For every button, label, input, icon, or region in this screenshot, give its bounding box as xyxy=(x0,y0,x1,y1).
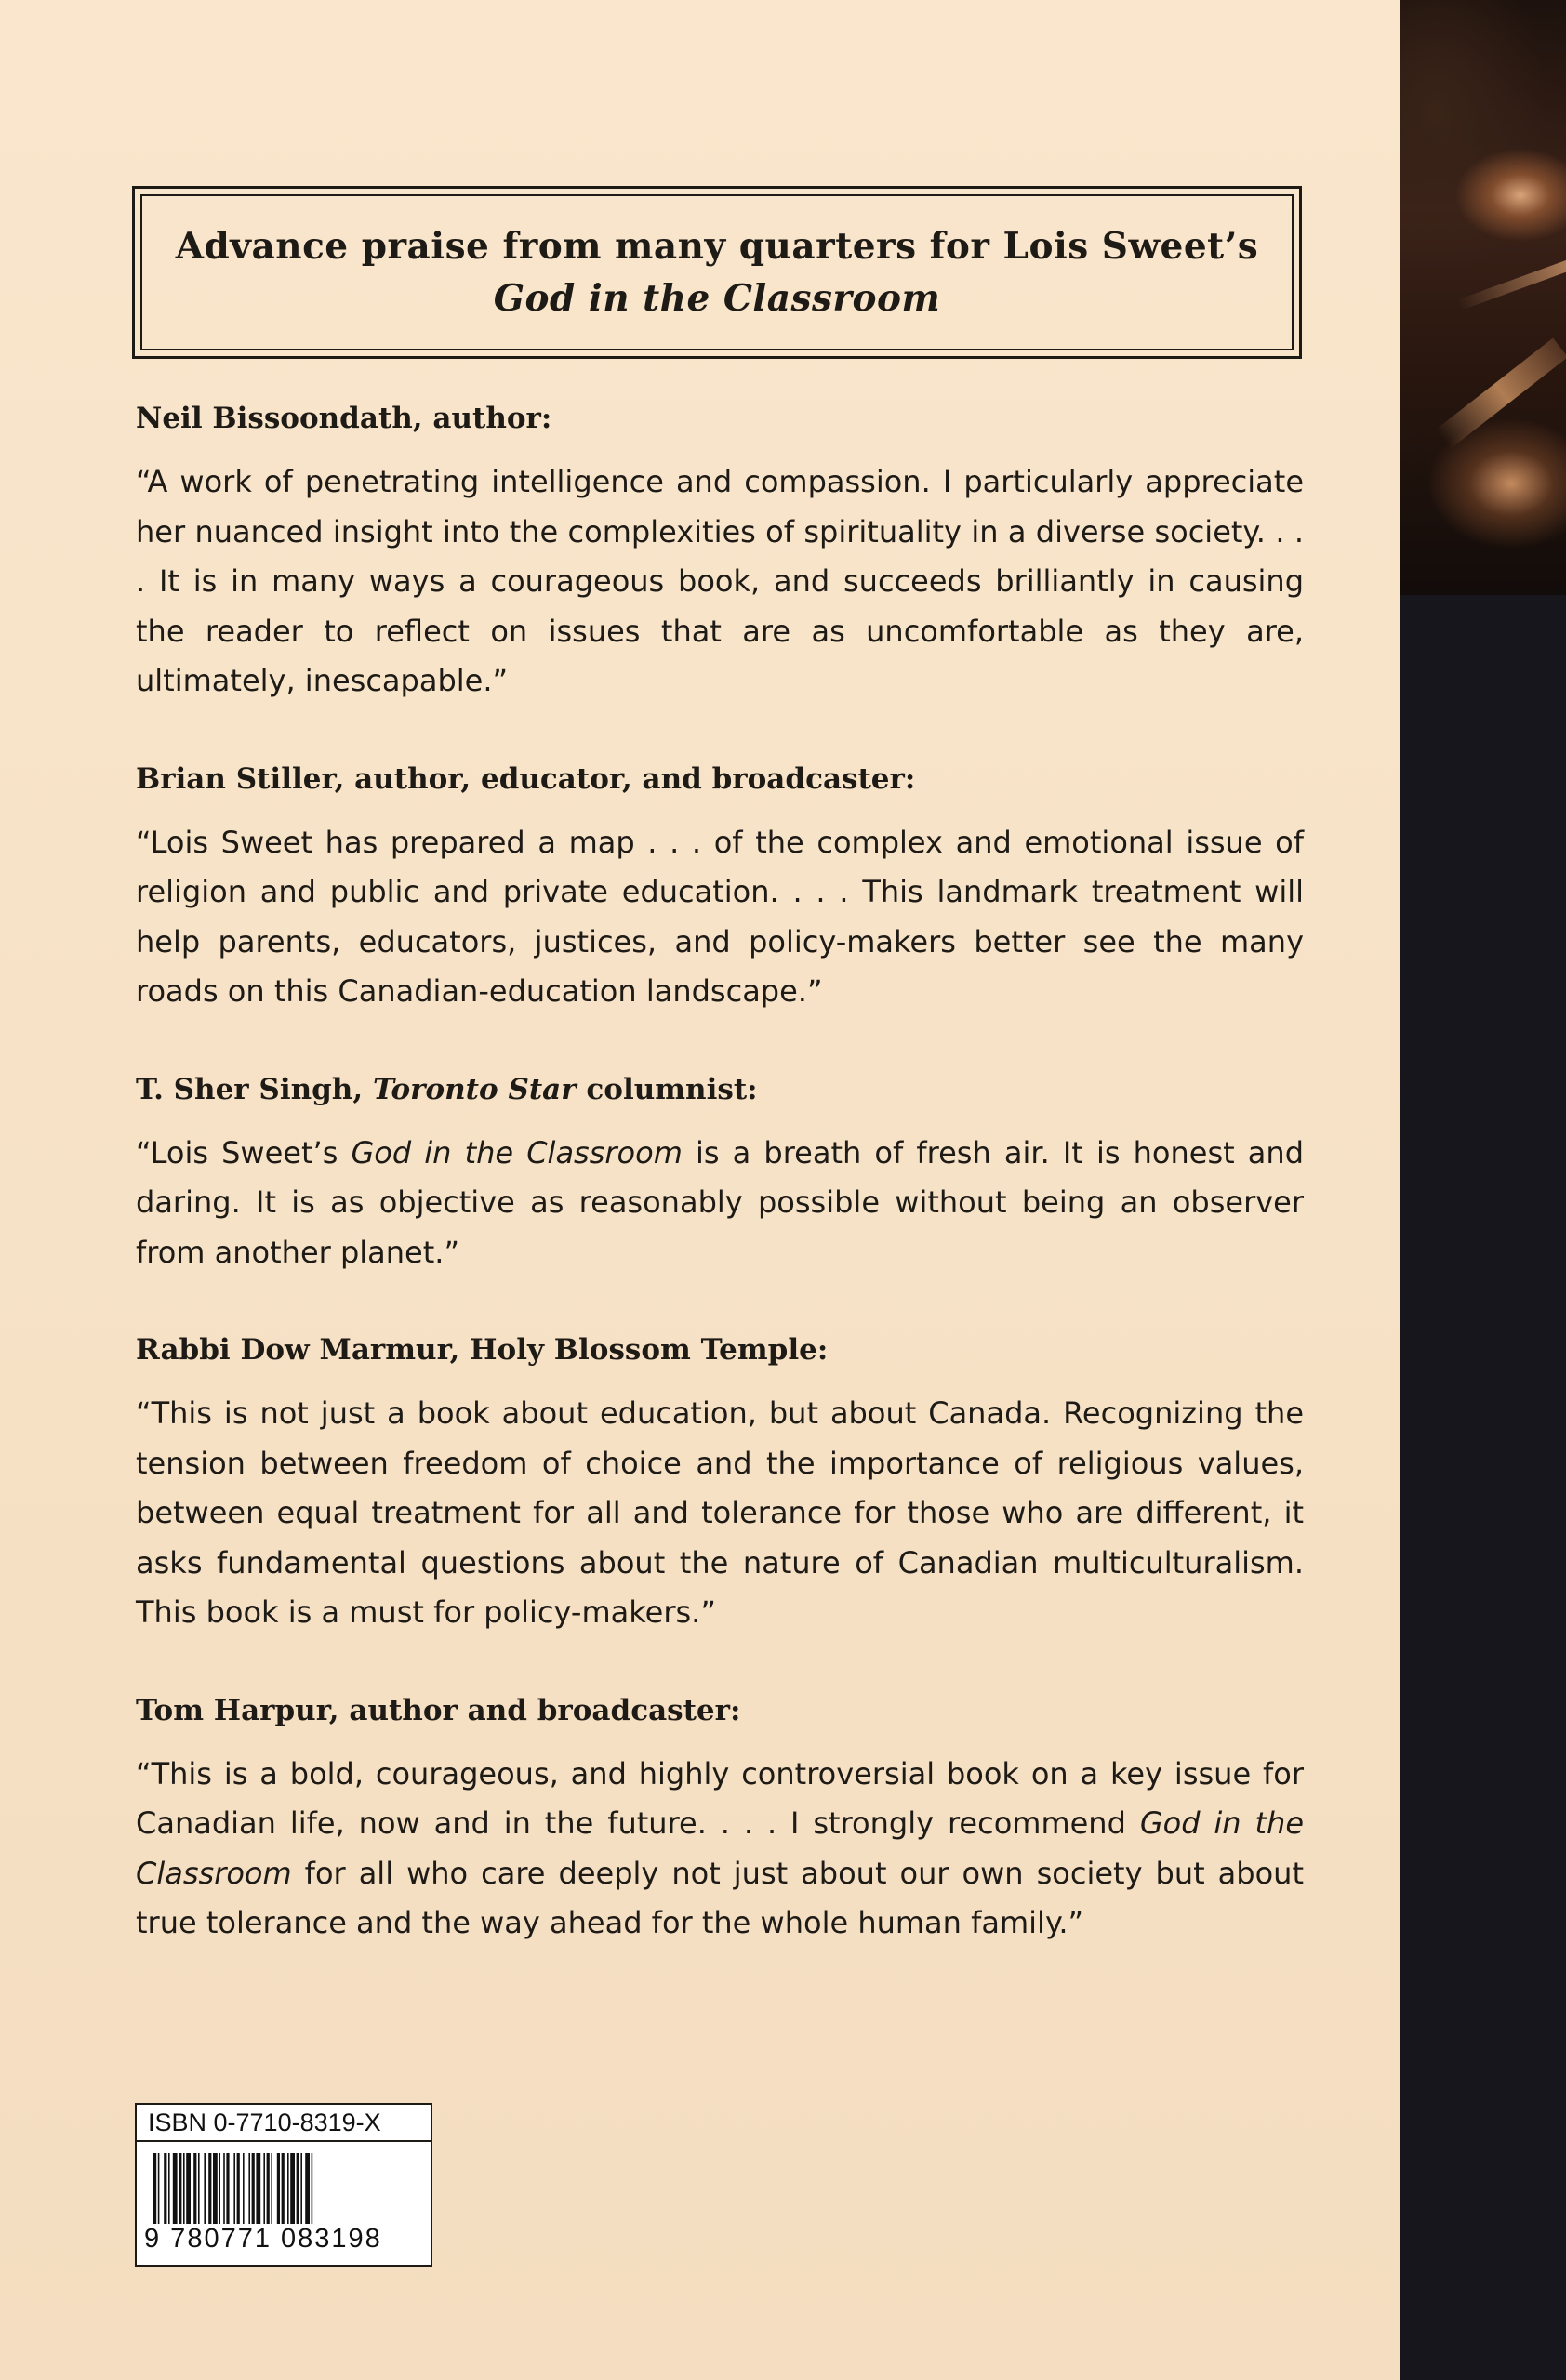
newspaper-name: Toronto Star xyxy=(372,1072,577,1106)
quote xyxy=(136,1750,1304,1949)
barcode-bar xyxy=(173,2153,178,2228)
barcode-bar xyxy=(233,2153,235,2228)
quote: “Lois Sweet has prepared a map . . . of the complex and emotional issue of religion and public and private education. . . . This landmark treatment will help parents, educators, justices, and policy-makers better see the many roads on this Canadian-education landscape.” xyxy=(136,824,1304,1009)
attribution-role: columnist: xyxy=(576,1072,758,1106)
attribution: Brian Stiller, author, educator, and broadcaster: xyxy=(136,761,916,796)
praise-entry xyxy=(136,1331,1304,1638)
barcode-bar xyxy=(248,2153,250,2228)
quote xyxy=(136,1129,1304,1278)
praise-header-line-1: Advance praise from many quarters for Lois Sweet’s xyxy=(175,225,1259,268)
quote: “A work of penetrating intelligence and compassion. I particularly appreciate her nuanced insight into the complexities of spirituality in a diverse society. . . . It is in many ways a courageous book, and succeeds brilliantly in causing the reader to reflect on issues that are as uncomfortable as they are, ultimately, inescapable.” xyxy=(136,464,1304,698)
praise-header-box xyxy=(132,186,1302,359)
attribution-name: T. Sher Singh, xyxy=(136,1072,373,1106)
praise-entry xyxy=(136,1071,1304,1278)
attribution xyxy=(136,1071,1304,1108)
quote-text-start: “Lois Sweet’s xyxy=(136,1134,352,1170)
barcode-bar xyxy=(237,2153,240,2228)
spine-photo xyxy=(1400,0,1566,595)
quote-book-title: God in the Classroom xyxy=(351,1134,683,1170)
praise-header xyxy=(140,194,1294,350)
attribution: Tom Harpur, author and broadcaster: xyxy=(136,1693,741,1727)
barcode-bar xyxy=(204,2153,206,2228)
quote-text-end: is a breath of fresh air. It is honest and daring. It is as objective as reasonably possible without being an observer from another planet.” xyxy=(136,1134,1305,1270)
barcode-bar xyxy=(198,2153,200,2228)
barcode-bar xyxy=(219,2153,220,2228)
quote-text-end: for all who care deeply not just about our own society but about true tolerance and the way ahead for the whole human family.” xyxy=(136,1855,1304,1940)
barcode-bar xyxy=(263,2153,265,2228)
praise-entry xyxy=(136,400,1304,707)
barcode-bar xyxy=(312,2153,313,2228)
barcode-bar xyxy=(271,2153,272,2228)
barcode-bar xyxy=(179,2153,181,2228)
barcode-bar xyxy=(297,2153,299,2228)
praise-list xyxy=(136,400,1304,2003)
barcode-bar xyxy=(193,2153,196,2228)
quote-book-title: God in the Classroom xyxy=(136,1805,1305,1891)
barcode-bar xyxy=(252,2153,255,2228)
attribution: Neil Bissoondath, author: xyxy=(136,402,552,435)
barcode-bar xyxy=(186,2153,191,2228)
barcode-bar xyxy=(290,2153,295,2228)
barcode-bar xyxy=(208,2153,211,2228)
attribution: Rabbi Dow Marmur, Holy Blossom Temple: xyxy=(136,1333,829,1367)
quote: “This is not just a book about education, but about Canada. Recognizing the tension between freedom of choice and the importance of religious values, between equal treatment for all and tolerance for those who are different, it asks fundamental questions about the nature of Canadian multiculturalism. This book is a must for policy-makers.” xyxy=(136,1395,1304,1630)
praise-entry xyxy=(136,760,1304,1017)
quote-text-start: “This is a bold, courageous, and highly controversial book on a key issue for Canadian life, now and in the future. . . . I strongly recommend xyxy=(136,1755,1304,1841)
barcode-bar xyxy=(282,2153,285,2228)
barcode-bar xyxy=(300,2153,302,2228)
barcode-icon xyxy=(153,2153,418,2228)
praise-entry xyxy=(136,1692,1304,1949)
barcode-bar xyxy=(223,2153,225,2228)
barcode-box xyxy=(135,2103,432,2267)
barcode-bar xyxy=(168,2153,170,2228)
barcode-bar xyxy=(243,2153,245,2228)
barcode-bar xyxy=(226,2153,229,2228)
barcode-bar xyxy=(267,2153,270,2228)
barcode-bar xyxy=(287,2153,289,2228)
isbn-label: ISBN 0-7710-8319-X xyxy=(137,2105,431,2142)
barcode-bar xyxy=(305,2153,310,2228)
spine xyxy=(1400,0,1566,2380)
barcode-bar xyxy=(183,2153,185,2228)
barcode-bar xyxy=(164,2153,166,2228)
barcode-bar xyxy=(277,2153,280,2228)
book-title: God in the Classroom xyxy=(493,277,941,320)
barcode-bar xyxy=(256,2153,260,2228)
barcode-bar xyxy=(158,2153,160,2228)
barcode-bar xyxy=(153,2153,156,2228)
barcode-bar xyxy=(213,2153,218,2228)
barcode-number: 9 780771 083198 xyxy=(144,2224,423,2254)
